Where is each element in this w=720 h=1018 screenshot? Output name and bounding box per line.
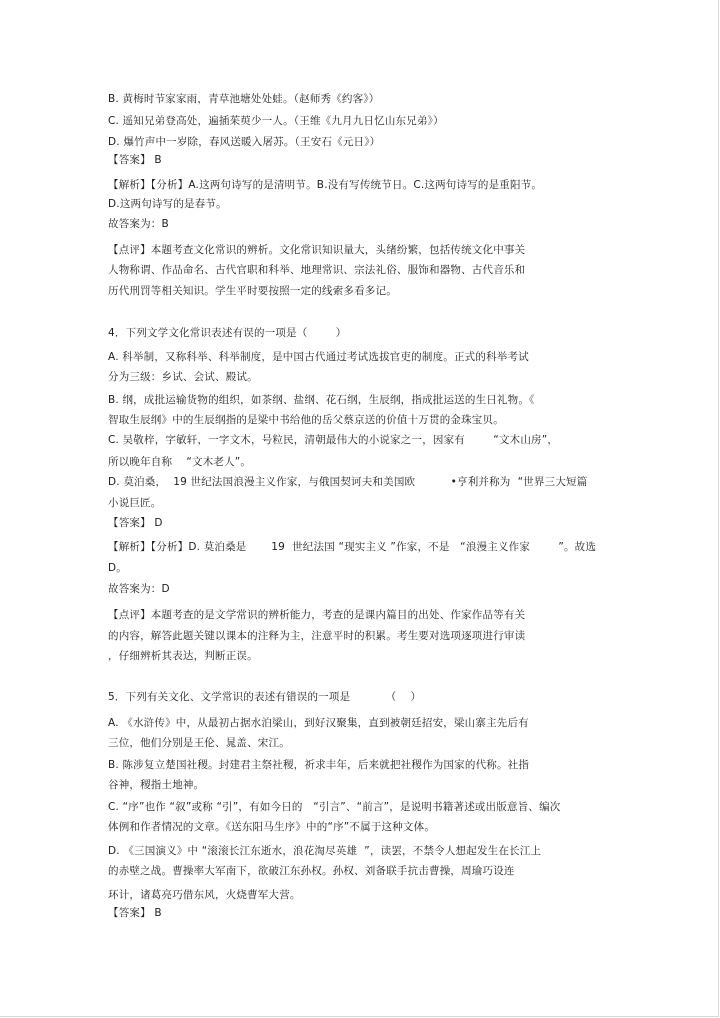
q3-comment-2: 人物称谓、作品命名、古代官职和科举、地理常识、宗法礼俗、服饰和器物、古代音乐和 <box>108 264 526 276</box>
q5-stem: 5．下列有关文化、文学常识的表述有错误的一项是 （ ） <box>108 691 422 703</box>
q5-option-d: D. 《三国演义》中 “滚滚长江东逝水，浪花淘尽英雄 ”，读罢，不禁令人想起发生在长江上 <box>108 845 542 857</box>
q5-option-a-2: 三位，他们分别是王伦、晁盖、宋江。 <box>108 737 290 749</box>
q5-option-d-2: 的赤壁之战。曹操率大军南下，欲破江东孙权。孙权、刘备联手抗击曹操，周瑜巧设连 <box>108 865 515 877</box>
q3-answer: 【答案】 B <box>108 154 162 166</box>
q3-comment: 【点评】本题考查文化常识的辨析。文化常识知识量大，头绪纷繁，包括传统文化中事关 <box>108 244 526 256</box>
q4-conclusion: 故答案为：D <box>108 583 170 595</box>
q3-analysis-2: D.这两句诗写的是春节。 <box>108 198 227 210</box>
q4-analysis-2: D。 <box>108 562 127 574</box>
q5-option-a: A. 《水浒传》中，从最初占据水泊梁山，到好汉聚集，直到被朝廷招安，梁山寨主先后有 <box>108 717 529 729</box>
q5-option-b: B. 陈涉复立楚国社稷。封建君主祭社稷，祈求丰年，后来就把社稷作为国家的代称。社指 <box>108 759 530 771</box>
q3-option-c: C. 遥知兄弟登高处，遍插茱萸少一人。（王维《九月九日忆山东兄弟》） <box>108 115 444 127</box>
q4-stem: 4．下列文学文化常识表述有误的一项是（ ） <box>108 327 347 339</box>
q5-option-d-3: 环计，诸葛亮巧借东风，火烧曹军大营。 <box>108 889 301 901</box>
q4-comment-2: 的内容，解答此题关键以课本的注释为主，注意平时的积累。考生要对选项逐项进行审读 <box>108 630 526 642</box>
q4-option-b-2: 智取生辰纲》中的生辰纲指的是梁中书给他的岳父蔡京送的价值十万贯的金珠宝贝。 <box>108 414 504 426</box>
q5-option-c: C. “序”也作 “叙”或称 “引”，有如今日的 “引言”、“前言”，是说明书籍著述或出版意旨、编次 <box>108 801 561 813</box>
q4-answer: 【答案】 D <box>108 517 163 529</box>
q4-option-a-2: 分为三级：乡试、会试、殿试。 <box>108 371 258 383</box>
q5-option-b-2: 谷神，稷指土地神。 <box>108 779 205 791</box>
q3-analysis: 【解析】【分析】A.这两句诗写的是清明节。B.没有写传统节日。C.这两句诗写的是重阳节。 <box>108 179 543 191</box>
q4-comment-3: ，仔细辨析其表达，判断正误。 <box>108 650 258 662</box>
q3-option-b: B. 黄梅时节家家雨，青草池塘处处蛙。（赵师秀《约客》） <box>108 93 380 105</box>
q4-option-a: A. 科举制，又称科举、科举制度，是中国古代通过考试选拔官吏的制度。正式的科举考试 <box>108 351 529 363</box>
q4-option-b: B. 纲，成批运输货物的组织，如茶纲、盐纲、花石纲，生辰纲，指成批运送的生日礼物。《 <box>108 394 535 406</box>
q3-option-d: D. 爆竹声中一岁除，春风送暖入屠苏。（王安石《元日》） <box>108 136 381 148</box>
q4-comment: 【点评】本题考查的是文学常识的辨析能力，考查的是课内篇目的出处、作家作品等有关 <box>108 609 526 621</box>
q5-option-c-2: 体例和作者情况的文章。《送东阳马生序》中的“序”不属于这种文体。 <box>108 821 436 833</box>
q5-answer: 【答案】 B <box>108 907 162 919</box>
q4-option-d: D. 莫泊桑， 19 世纪法国浪漫主义作家，与俄国契诃夫和美国欧 •亨利并称为 “世界三大短篇 <box>108 476 588 488</box>
q4-option-c-2: 所以晚年自称 “文木老人”。 <box>108 456 252 468</box>
q4-option-d-2: 小说巨匠。 <box>108 497 162 509</box>
q4-analysis: 【解析】【分析】D. 莫泊桑是 19 世纪法国 “现实主义 ”作家，不是 “浪漫主义作家 ”。故选 <box>108 541 597 553</box>
q4-option-c: C. 吴敬梓，字敏轩，一字文木，号粒民，清朝最伟大的小说家之一，因家有 “文木山房”， <box>108 434 559 446</box>
q3-conclusion: 故答案为：B <box>108 218 169 230</box>
q3-comment-3: 历代刑罚等相关知识。学生平时要按照一定的线索多看多记。 <box>108 285 397 297</box>
